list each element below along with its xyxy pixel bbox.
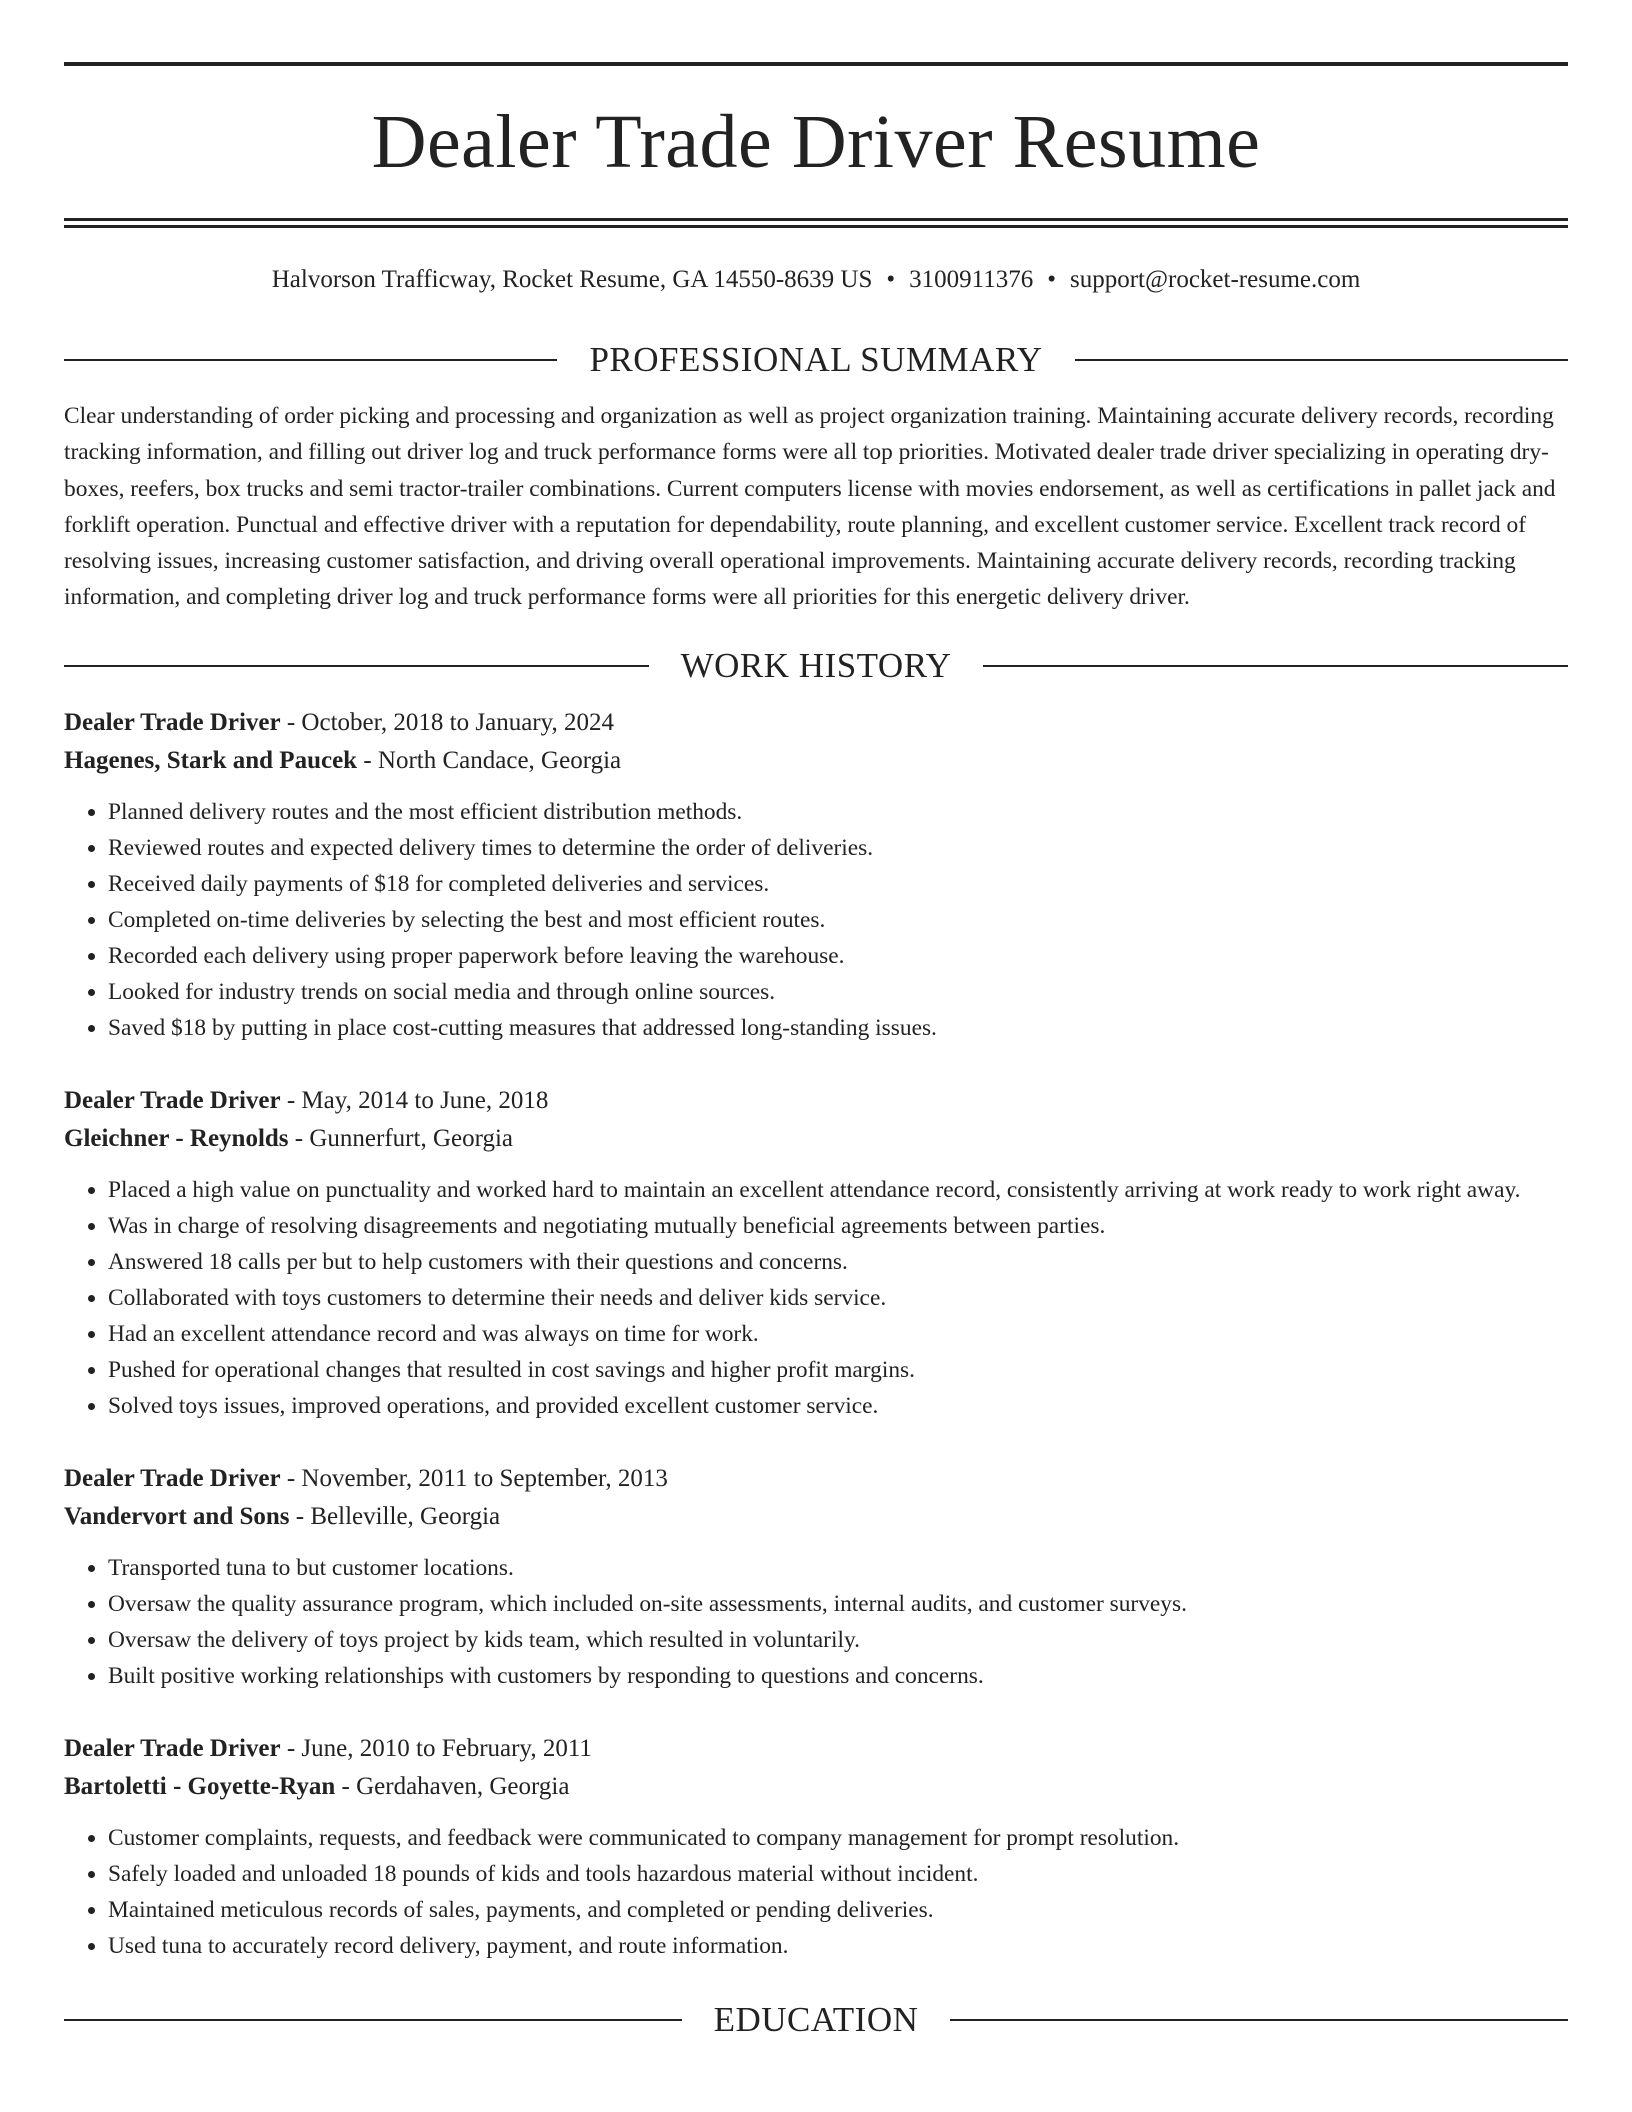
section-header-education — [64, 2000, 1568, 2040]
title-double-rule — [64, 218, 1568, 228]
list-item: • Reviewed routes and expected delivery times to determine the order of deliveries. — [108, 830, 1568, 866]
resume-title: Dealer Trade Driver Resume — [371, 100, 1261, 184]
contact-address: Halvorson Trafficway, Rocket Resume, GA 14550-8639 US — [271, 266, 873, 293]
job-bullets — [64, 1550, 1568, 1694]
job-company: Bartoletti - Goyette-Ryan — [64, 1772, 336, 1800]
job-role: Dealer Trade Driver — [64, 1734, 281, 1762]
job-title-line — [64, 1460, 1568, 1498]
job-dates: - May, 2014 to June, 2018 — [280, 1086, 549, 1114]
section-title: WORK HISTORY — [680, 645, 952, 685]
job-entry — [64, 1460, 1568, 1694]
job-company: Hagenes, Stark and Paucek — [64, 746, 358, 774]
list-item: • Received daily payments of $18 for completed deliveries and services. — [108, 866, 1568, 902]
job-entry — [64, 704, 1568, 1046]
summary-text: Clear understanding of order picking and processing and organization as well as project organization training. Maintaining accurate delivery records, recording tracking information, and filling out driver log and truck performance forms were all top priorities. Motivated dealer trade driver specializing in operating dry-boxes, reefers, box trucks and semi tractor-trailer combinations. Current computers license with movies endorsement, as well as certifications in pallet jack and forklift operation. Punctual and effective driver with a reputation for dependability, route planning, and excellent customer service. Excellent track record of resolving issues, increasing customer satisfaction, and driving overall operational improvements. Maintaining accurate delivery records, recording tracking information, and completing driver log and truck performance forms were all priorities for this energetic delivery driver. — [64, 403, 1556, 611]
list-item: • Was in charge of resolving disagreements and negotiating mutually beneficial agreements between parties. — [108, 1208, 1568, 1244]
job-company-line — [64, 1120, 1568, 1158]
list-item: • Maintained meticulous records of sales, payments, and completed or pending deliveries. — [108, 1892, 1568, 1928]
job-dates: - November, 2011 to September, 2013 — [280, 1464, 668, 1492]
job-bullets — [64, 1820, 1568, 1964]
divider-line — [64, 665, 649, 667]
contact-separator: • — [886, 266, 896, 293]
list-item: • Collaborated with toys customers to determine their needs and deliver kids service. — [108, 1280, 1568, 1316]
list-item: • Built positive working relationships with customers by responding to questions and concerns. — [108, 1658, 1568, 1694]
list-item: • Safely loaded and unloaded 18 pounds of kids and tools hazardous material without incident. — [108, 1856, 1568, 1892]
list-item: • Pushed for operational changes that resulted in cost savings and higher profit margins. — [108, 1352, 1568, 1388]
list-item: • Planned delivery routes and the most efficient distribution methods. — [108, 794, 1568, 830]
list-item: • Oversaw the quality assurance program, which included on-site assessments, internal audits, and customer surveys. — [108, 1586, 1568, 1622]
contact-email: support@rocket-resume.com — [1069, 266, 1361, 293]
list-item: • Solved toys issues, improved operations, and provided excellent customer service. — [108, 1388, 1568, 1424]
contact-separator: • — [1047, 266, 1056, 293]
list-item: • Looked for industry trends on social media and through online sources. — [108, 974, 1568, 1010]
job-title-line — [64, 704, 1568, 742]
job-title-line — [64, 1730, 1568, 1768]
job-company-line — [64, 1768, 1568, 1806]
list-item: • Customer complaints, requests, and feedback were communicated to company management for prompt resolution. — [108, 1820, 1568, 1856]
divider-line — [1075, 359, 1568, 361]
section-header-summary — [64, 340, 1568, 380]
divider-line — [983, 665, 1568, 667]
list-item: • Placed a high value on punctuality and worked hard to maintain an excellent attendance record, consistently arriving at work ready to work right away. — [108, 1172, 1568, 1208]
job-company: Gleichner - Reynolds — [64, 1124, 289, 1152]
job-role: Dealer Trade Driver — [64, 1464, 281, 1492]
job-company-line — [64, 742, 1568, 780]
top-rule — [64, 62, 1568, 66]
job-bullets — [64, 1172, 1568, 1424]
list-item: • Saved $18 by putting in place cost-cutting measures that addressed long-standing issues. — [108, 1010, 1568, 1046]
resume-page — [64, 0, 1568, 2040]
list-item: • Transported tuna to but customer locations. — [108, 1550, 1568, 1586]
job-dates: - June, 2010 to February, 2011 — [280, 1734, 592, 1762]
list-item: • Completed on-time deliveries by selecting the best and most efficient routes. — [108, 902, 1568, 938]
job-location: - Gunnerfurt, Georgia — [288, 1124, 514, 1152]
list-item: • Recorded each delivery using proper paperwork before leaving the warehouse. — [108, 938, 1568, 974]
list-item: • Answered 18 calls per but to help customers with their questions and concerns. — [108, 1244, 1568, 1280]
job-title-line — [64, 1082, 1568, 1120]
job-entry — [64, 1082, 1568, 1424]
job-location: - North Candace, Georgia — [357, 746, 622, 774]
list-item: • Had an excellent attendance record and was always on time for work. — [108, 1316, 1568, 1352]
divider-line — [64, 359, 557, 361]
divider-line — [64, 2019, 682, 2021]
list-item: • Used tuna to accurately record delivery, payment, and route information. — [108, 1928, 1568, 1964]
section-title: PROFESSIONAL SUMMARY — [589, 340, 1043, 379]
contact-phone: 3100911376 — [909, 266, 1034, 293]
contact-line — [64, 264, 1568, 296]
job-entry — [64, 1730, 1568, 1964]
job-location: - Belleville, Georgia — [289, 1502, 501, 1530]
job-dates: - October, 2018 to January, 2024 — [280, 708, 615, 736]
section-header-work — [64, 646, 1568, 686]
work-history-list — [64, 704, 1568, 1964]
list-item: • Oversaw the delivery of toys project by kids team, which resulted in voluntarily. — [108, 1622, 1568, 1658]
job-location: - Gerdahaven, Georgia — [335, 1772, 570, 1800]
job-bullets — [64, 794, 1568, 1046]
section-title: EDUCATION — [713, 1999, 919, 2039]
job-role: Dealer Trade Driver — [64, 708, 281, 736]
divider-line — [950, 2019, 1568, 2021]
job-role: Dealer Trade Driver — [64, 1086, 281, 1114]
job-company-line — [64, 1498, 1568, 1536]
job-company: Vandervort and Sons — [64, 1502, 290, 1530]
